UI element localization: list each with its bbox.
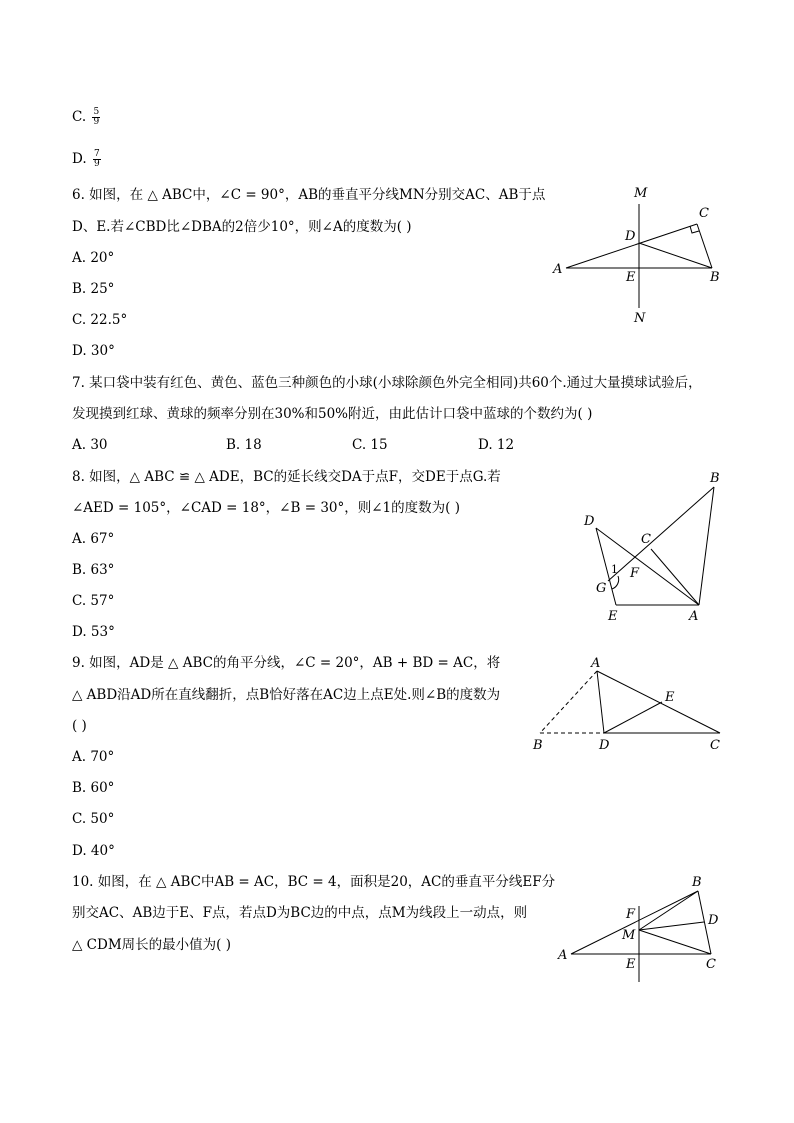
q10-stem-line-3: △ CDM周长的最小值为( ) <box>72 937 231 953</box>
q8-label-d: D <box>584 514 595 529</box>
q8-label-angle-1: 1 <box>611 563 618 576</box>
q5-option-c-prefix: C. <box>72 109 87 125</box>
q10-figure-lines <box>571 891 711 982</box>
q10-label-e: E <box>626 957 636 972</box>
q7-option-a: A. 30 <box>72 437 108 453</box>
q5-option-d-prefix: D. <box>72 151 87 167</box>
q8-label-a: A <box>689 609 699 624</box>
q9-stem-line-3: ( ) <box>72 718 87 734</box>
q7-stem-line-2: 发现摸到红球、黄球的频率分别在30%和50%附近，由此估计口袋中蓝球的个数约为( ) <box>72 406 593 422</box>
q8-option-a: A. 67° <box>72 531 115 547</box>
q8-option-c: C. 57° <box>72 593 115 609</box>
q6-label-n: N <box>634 311 646 326</box>
q9-label-e: E <box>665 690 675 705</box>
q6-label-c: C <box>699 206 709 221</box>
q8-label-c: C <box>641 532 651 547</box>
q8-label-f: F <box>630 566 640 581</box>
q6-stem-line-1: 6. 如图，在 △ ABC中，∠C = 90°，AB的垂直平分线MN分别交AC、AB于点 <box>72 187 546 203</box>
q5-option-c-numerator: 5 <box>93 107 100 117</box>
q9-label-a: A <box>591 656 601 671</box>
q6-label-e: E <box>626 270 636 285</box>
q8-label-e: E <box>608 609 618 624</box>
q9-stem-line-1: 9. 如图，AD是 △ ABC的角平分线，∠C = 20°，AB + BD = AC，将 <box>72 655 501 671</box>
q6-option-a: A. 20° <box>72 250 115 266</box>
q7-stem-line-1: 7. 某口袋中装有红色、黄色、蓝色三种颜色的小球(小球除颜色外完全相同)共60个.通过大量摸球试验后， <box>72 375 702 391</box>
q10-stem-line-1: 10. 如图，在 △ ABC中AB = AC，BC = 4，面积是20，AC的垂直平分线EF分 <box>72 874 556 890</box>
q5-option-d-numerator: 7 <box>93 149 100 159</box>
q10-label-d: D <box>708 913 719 928</box>
q6-option-b: B. 25° <box>72 281 115 297</box>
q6-label-b: B <box>710 270 720 285</box>
q9-stem-line-2: △ ABD沿AD所在直线翻折，点B恰好落在AC边上点E处.则∠B的度数为 <box>72 687 501 703</box>
q8-stem-line-1: 8. 如图，△ ABC ≌ △ ADE，BC的延长线交DA于点F，交DE于点G.若 <box>72 469 501 485</box>
q8-stem-line-2: ∠AED = 105°，∠CAD = 18°，∠B = 30°，则∠1的度数为( ) <box>72 500 460 516</box>
q9-option-d: D. 40° <box>72 843 115 859</box>
q6-label-a: A <box>553 262 563 277</box>
q10-label-b: B <box>692 875 702 890</box>
q7-option-c: C. 15 <box>352 437 388 453</box>
q9-label-d: D <box>599 738 610 753</box>
q8-option-b: B. 63° <box>72 562 115 578</box>
q9-option-b: B. 60° <box>72 780 115 796</box>
q10-segment-ab <box>571 891 698 954</box>
q8-label-b: B <box>710 471 720 486</box>
q10-stem-line-2: 别交AC、AB边于E、F点，若点D为BC边的中点，点M为线段上一动点，则 <box>72 905 528 921</box>
q8-option-d: D. 53° <box>72 624 115 640</box>
q9-label-c: C <box>710 738 720 753</box>
q8-label-g: G <box>596 581 607 596</box>
q10-label-f: F <box>626 907 636 922</box>
q9-option-c: C. 50° <box>72 811 115 827</box>
q6-stem-line-2: D、E.若∠CBD比∠DBA的2倍少10°，则∠A的度数为( ) <box>72 219 412 235</box>
q7-option-b: B. 18 <box>226 437 262 453</box>
q5-option-c-denominator: 9 <box>93 117 100 127</box>
q6-option-c: C. 22.5° <box>72 312 128 328</box>
q7-option-d: D. 12 <box>478 437 515 453</box>
q6-label-d: D <box>625 229 636 244</box>
q10-label-a: A <box>558 948 568 963</box>
q10-segment-mc <box>639 930 711 954</box>
q9-label-b: B <box>533 738 543 753</box>
q10-label-c: C <box>706 957 716 972</box>
q10-label-m: M <box>622 928 636 943</box>
q6-label-m: M <box>634 186 648 201</box>
q9-option-a: A. 70° <box>72 749 115 765</box>
q6-option-d: D. 30° <box>72 343 115 359</box>
q5-option-d-denominator: 9 <box>93 159 100 169</box>
